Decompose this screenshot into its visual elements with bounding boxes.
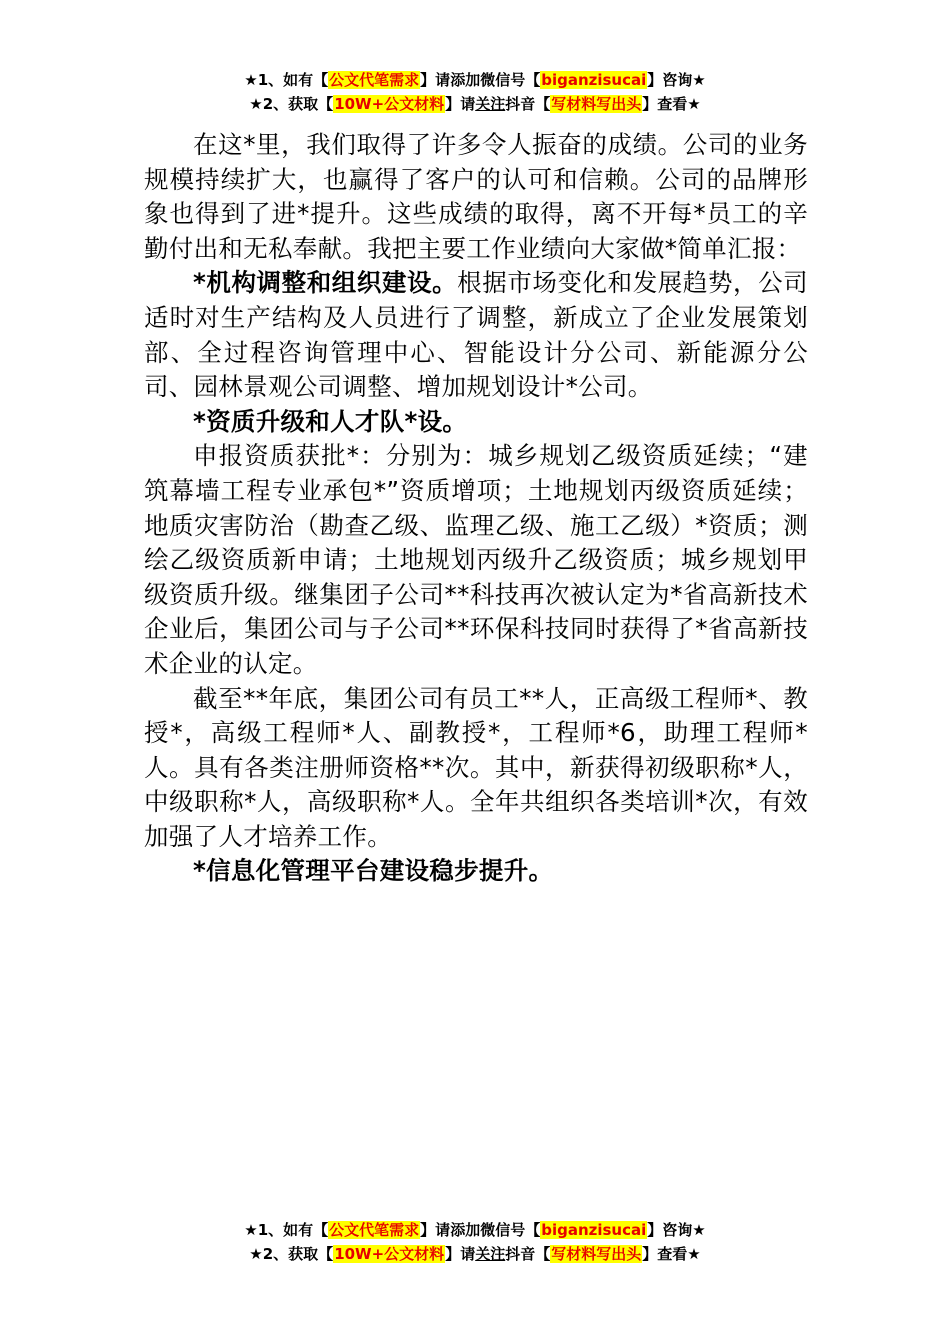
footer-line-2-emph: 关注 (475, 1245, 506, 1263)
banner-line-1-emph: 添加 (450, 71, 481, 89)
footer-banner-line-1 (0, 1218, 950, 1242)
banner-line-2-highlight-materials: 10W+公文材料 (334, 95, 445, 113)
footer-line-2-highlight-materials: 10W+公文材料 (334, 1245, 445, 1263)
banner-line-2-mid: 】请 (445, 95, 476, 113)
banner-line-1-prefix: ★1、如有【 (244, 71, 329, 89)
header-banner (0, 68, 950, 116)
footer-line-2-suffix: 】查看★ (642, 1245, 701, 1263)
banner-line-2-mid2: 抖音【 (505, 95, 551, 113)
footer-line-1-emph: 添加 (450, 1221, 481, 1239)
footer-line-2-mid: 】请 (445, 1245, 476, 1263)
heading-qualification: *资质升级和人才队*设。 (193, 406, 468, 436)
banner-line-2 (0, 92, 950, 116)
heading-organization: *机构调整和组织建设。 (193, 268, 458, 298)
heading-informatization: *信息化管理平台建设稳步提升。 (193, 856, 554, 886)
banner-line-1 (0, 68, 950, 92)
footer-banner-line-2 (0, 1242, 950, 1266)
footer-line-1-highlight-service: 公文代笔需求 (329, 1221, 420, 1239)
banner-line-1-mid: 】请 (420, 71, 451, 89)
banner-line-1-suffix: 】咨询★ (647, 71, 706, 89)
footer-line-1-suffix: 】咨询★ (647, 1221, 706, 1239)
paragraph-staff: 截至**年底，集团公司有员工**人，正高级工程师*、教授*，高级工程师*人、副教授*，工程师*6，助理工程师*人。具有各类注册师资格**次。其中，新获得初级职称*人，中级职称*人，高级职称*人。全年共组织各类培训*次，有效加强了人才培养工作。 (144, 683, 808, 851)
footer-line-1-mid2: 微信号【 (480, 1221, 541, 1239)
paragraph-intro: 在这*里，我们取得了许多令人振奋的成绩。公司的业务规模持续扩大，也赢得了客户的认可和信赖。公司的品牌形象也得到了进*提升。这些成绩的取得，离不开每*员工的辛勤付出和无私奉献。我把主要工作业绩向大家做*简单汇报： (144, 130, 808, 263)
paragraph-qualification: 申报资质获批*：分别为：城乡规划乙级资质延续；“建筑幕墙工程专业承包*”资质增项；土地规划丙级资质延续；地质灾害防治（勘查乙级、监理乙级、施工乙级）*资质；测绘乙级资质新申请；土地规划丙级升乙级资质；城乡规划甲级资质升级。继集团子公司**科技再次被认定为*省高新技术企业后，集团公司与子公司**环保科技同时获得了*省高新技术企业的认定。 (144, 441, 808, 678)
footer-line-2-mid2: 抖音【 (505, 1245, 551, 1263)
footer-line-1-highlight-wechat: biganzisucai (541, 1221, 647, 1239)
footer-line-1-prefix: ★1、如有【 (244, 1221, 329, 1239)
banner-line-2-emph: 关注 (475, 95, 506, 113)
banner-line-1-highlight-wechat: biganzisucai (541, 71, 647, 89)
footer-line-1-mid: 】请 (420, 1221, 451, 1239)
banner-line-2-suffix: 】查看★ (642, 95, 701, 113)
banner-line-1-mid2: 微信号【 (480, 71, 541, 89)
footer-line-2-highlight-douyin: 写材料写出头 (551, 1245, 642, 1263)
paragraph-organization-body: 根据市场变化和发展趋势，公司适时对生产结构及人员进行了调整，新成立了企业发展策划部、全过程咨询管理中心、智能设计分公司、新能源分公司、园林景观公司调整、增加规划设计*公司。 (144, 268, 808, 402)
document-body (144, 128, 808, 889)
footer-line-2-prefix: ★2、获取【 (249, 1245, 334, 1263)
banner-line-1-highlight-service: 公文代笔需求 (329, 71, 420, 89)
paragraph-organization (144, 266, 808, 404)
footer-banner (0, 1218, 950, 1266)
banner-line-2-prefix: ★2、获取【 (249, 95, 334, 113)
banner-line-2-highlight-douyin: 写材料写出头 (551, 95, 642, 113)
